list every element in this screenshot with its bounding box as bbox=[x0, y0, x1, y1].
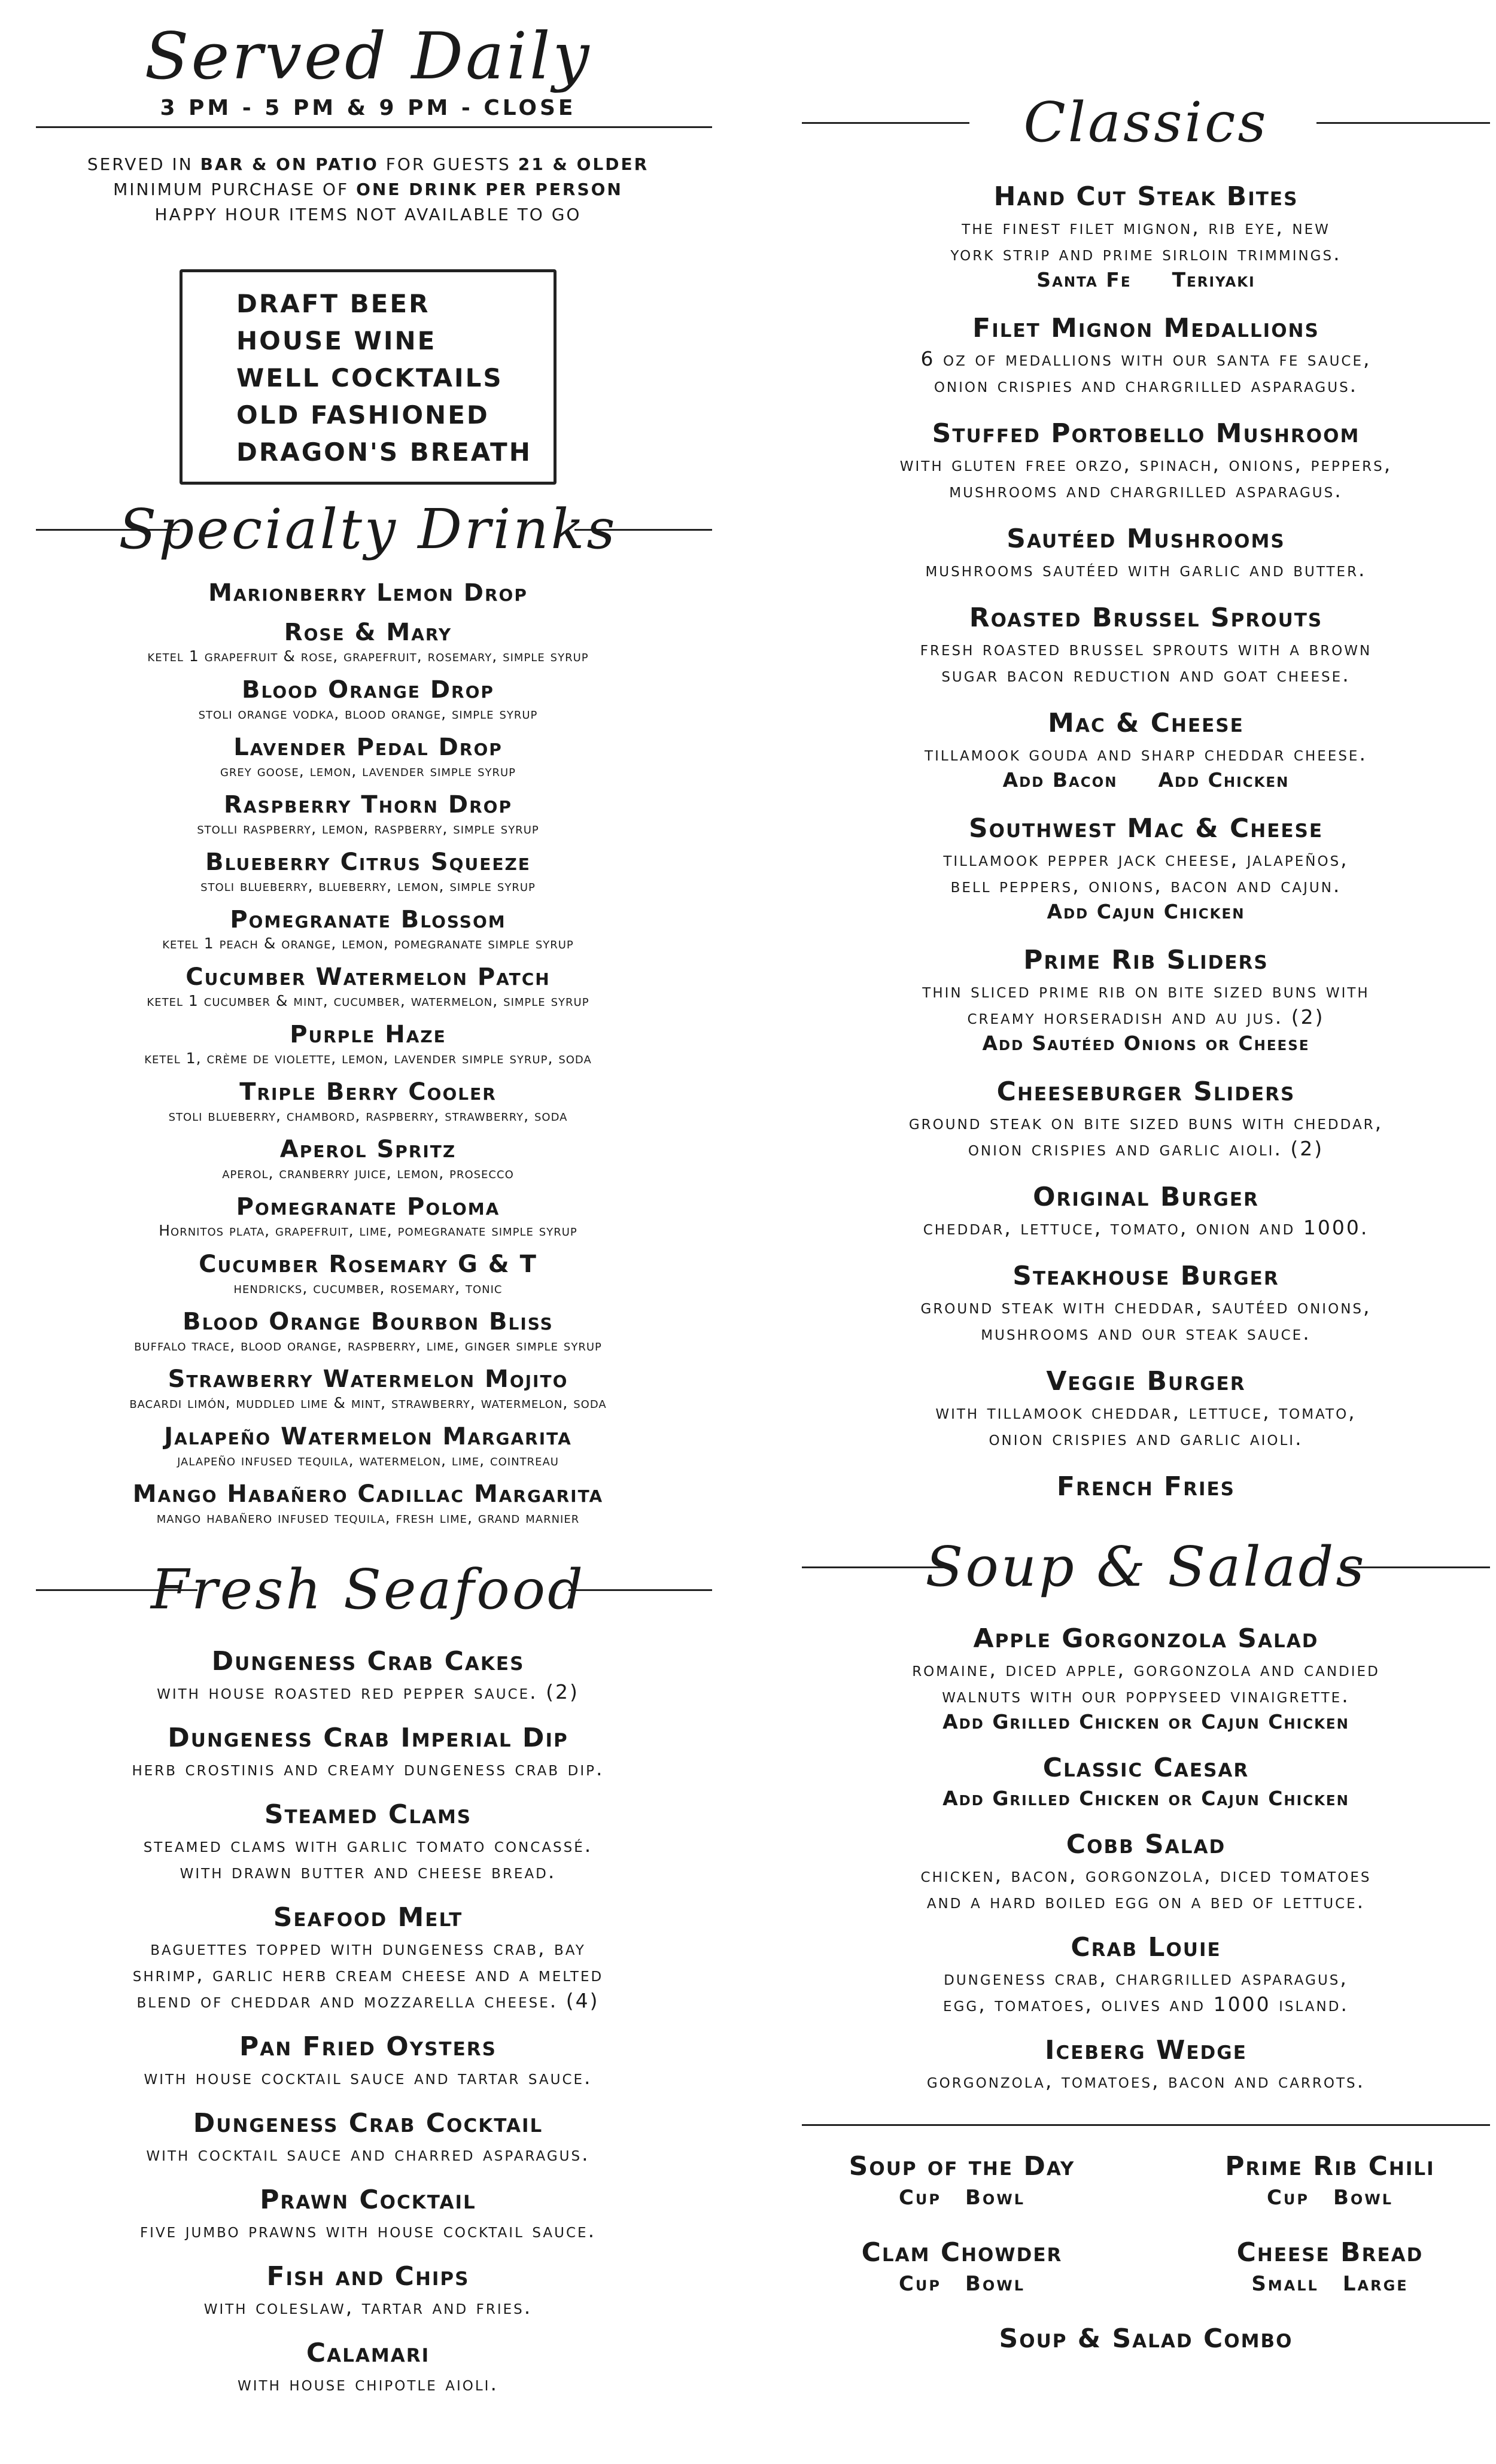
item-name: Sautéed Mushrooms bbox=[1007, 524, 1285, 554]
soups-grid bbox=[778, 2150, 1496, 2298]
item-description: with gluten free orzo, spinach, onions, peppers, bbox=[899, 452, 1392, 476]
item-description: gorgonzola, tomatoes, bacon and carrots. bbox=[926, 2069, 1366, 2092]
item-option: Santa Fe bbox=[1036, 268, 1132, 291]
item-description: sugar bacon reduction and goat cheese. bbox=[941, 663, 1351, 686]
item-name: Crab Louie bbox=[1071, 1932, 1221, 1963]
item-description: tillamook pepper jack cheese, jalapeños, bbox=[943, 847, 1349, 871]
classics-list bbox=[778, 180, 1496, 1504]
drink-description: ketel 1 grapefruit & rose, grapefruit, rosemary, simple syrup bbox=[147, 647, 589, 665]
item-name: Fish and Chips bbox=[266, 2261, 470, 2292]
item-option: Add Grilled Chicken or Cajun Chicken bbox=[942, 1710, 1349, 1733]
soup-size: Bowl bbox=[1333, 2186, 1394, 2210]
soup-size: Small bbox=[1251, 2272, 1319, 2296]
happy-hour-drink: OLD FASHIONED bbox=[236, 400, 489, 430]
divider bbox=[36, 126, 712, 128]
specialty-drink bbox=[0, 790, 736, 838]
specialty-drink bbox=[0, 578, 736, 608]
drink-description: jalapeño infused tequila, watermelon, lime, cointreau bbox=[177, 1452, 559, 1469]
item-description: onion crispies and garlic aioli. (2) bbox=[968, 1137, 1324, 1160]
soup-item bbox=[1146, 2150, 1496, 2212]
soup-size: Cup bbox=[898, 2272, 941, 2296]
menu-item bbox=[0, 1797, 736, 1885]
item-option: Add Sautéed Onions or Cheese bbox=[982, 1032, 1310, 1055]
menu-item bbox=[778, 1364, 1496, 1452]
menu-item bbox=[778, 2033, 1496, 2094]
item-name: Calamari bbox=[306, 2338, 430, 2368]
drink-name: Mango Habañero Cadillac Margarita bbox=[132, 1480, 604, 1508]
item-name: Stuffed Portobello Mushroom bbox=[932, 418, 1360, 449]
menu-item bbox=[778, 1075, 1496, 1162]
specialty-drink bbox=[0, 1249, 736, 1297]
item-description: fresh roasted brussel sprouts with a brown bbox=[920, 637, 1372, 660]
item-name: Classic Caesar bbox=[1042, 1753, 1249, 1783]
menu-item bbox=[778, 1470, 1496, 1504]
item-description: mushrooms and our steak sauce. bbox=[981, 1321, 1311, 1344]
specialty-drink bbox=[0, 1479, 736, 1527]
menu-item bbox=[778, 706, 1496, 793]
item-name: Original Burger bbox=[1033, 1182, 1259, 1212]
soup-size: Cup bbox=[898, 2186, 941, 2210]
drink-name: Cucumber Rosemary G & T bbox=[199, 1251, 537, 1278]
drink-name: Cucumber Watermelon Patch bbox=[186, 963, 551, 991]
happy-hour-notes bbox=[0, 152, 736, 227]
menu-item bbox=[0, 2336, 736, 2397]
menu-item bbox=[0, 2030, 736, 2091]
left-column bbox=[0, 0, 736, 2397]
item-description: blend of cheddar and mozzarella cheese. (4) bbox=[136, 1989, 600, 2012]
drink-name: Jalapeño Watermelon Margarita bbox=[164, 1423, 572, 1450]
item-name: Prime Rib Sliders bbox=[1023, 945, 1269, 975]
item-description: romaine, diced apple, gorgonzola and candied bbox=[912, 1657, 1380, 1681]
drink-name: Lavender Pedal Drop bbox=[233, 734, 503, 761]
specialty-drinks-header bbox=[0, 491, 736, 568]
soup-name: Clam Chowder bbox=[861, 2237, 1063, 2268]
item-options bbox=[778, 267, 1496, 293]
drink-name: Strawberry Watermelon Mojito bbox=[168, 1365, 568, 1393]
item-option: Teriyaki bbox=[1172, 268, 1255, 291]
item-options bbox=[778, 767, 1496, 793]
note-line-1: SERVED IN BAR & ON PATIO FOR GUESTS 21 & OLDER bbox=[87, 154, 649, 174]
item-description: york strip and prime sirloin trimmings. bbox=[950, 242, 1342, 265]
drink-description: stoli blueberry, blueberry, lemon, simple syrup bbox=[200, 877, 536, 895]
item-description: five jumbo prawns with house cocktail sauce. bbox=[139, 2219, 597, 2242]
divider bbox=[802, 2124, 1490, 2126]
menu-item bbox=[0, 1900, 736, 2014]
seafood-list bbox=[0, 1644, 736, 2397]
item-description: egg, tomatoes, olives and 1000 island. bbox=[943, 1993, 1349, 2016]
item-description: 6 oz of medallions with our santa fe sauce, bbox=[920, 347, 1372, 370]
item-description: steamed clams with garlic tomato concassé. bbox=[143, 1833, 593, 1857]
specialty-drink bbox=[0, 962, 736, 1010]
right-column bbox=[778, 0, 1496, 2356]
item-option: Add Grilled Chicken or Cajun Chicken bbox=[942, 1787, 1349, 1810]
item-description: and a hard boiled egg on a bed of lettuce. bbox=[926, 1890, 1366, 1913]
fresh-seafood-title: Fresh Seafood bbox=[150, 1558, 585, 1622]
item-options bbox=[778, 1785, 1496, 1812]
specialty-drink bbox=[0, 1077, 736, 1125]
item-name: Steakhouse Burger bbox=[1012, 1261, 1279, 1291]
happy-hour-drink: HOUSE WINE bbox=[236, 326, 437, 355]
drink-name: Blood Orange Drop bbox=[242, 676, 494, 704]
drink-description: bacardi limón, muddled lime & mint, strawberry, watermelon, soda bbox=[129, 1394, 607, 1412]
item-name: Cheeseburger Sliders bbox=[996, 1076, 1296, 1107]
item-description: with coleslaw, tartar and fries. bbox=[203, 2295, 533, 2319]
item-options bbox=[778, 1030, 1496, 1057]
drink-description: hendricks, cucumber, rosemary, tonic bbox=[233, 1279, 503, 1297]
drink-name: Pomegranate Blossom bbox=[230, 906, 506, 933]
drink-name: Purple Haze bbox=[290, 1021, 446, 1048]
soup-item bbox=[778, 2150, 1146, 2212]
happy-hour-drinks-box bbox=[180, 269, 557, 485]
soup-salad-combo: Soup & Salad Combo bbox=[999, 2323, 1293, 2354]
item-name: Veggie Burger bbox=[1046, 1366, 1246, 1397]
soup-salads-title: Soup & Salads bbox=[925, 1535, 1367, 1599]
item-description: shrimp, garlic herb cream cheese and a melted bbox=[132, 1963, 604, 1986]
item-name: Filet Mignon Medallions bbox=[972, 313, 1319, 343]
soup-size: Bowl bbox=[965, 2186, 1026, 2210]
item-name: Dungeness Crab Cakes bbox=[211, 1646, 525, 1677]
soup-name: Cheese Bread bbox=[1236, 2237, 1424, 2268]
item-description: onion crispies and chargrilled asparagus. bbox=[934, 373, 1358, 397]
soup-item bbox=[1146, 2236, 1496, 2298]
menu-item bbox=[778, 943, 1496, 1057]
menu-item bbox=[778, 1827, 1496, 1915]
item-description: ground steak with cheddar, sautéed onions, bbox=[920, 1295, 1372, 1318]
item-description: with cocktail sauce and charred asparagus. bbox=[146, 2142, 590, 2165]
specialty-drink bbox=[0, 847, 736, 895]
item-name: Dungeness Crab Cocktail bbox=[193, 2108, 543, 2138]
menu-item bbox=[778, 1751, 1496, 1812]
soup-name: Prime Rib Chili bbox=[1225, 2151, 1435, 2182]
item-description: with house chipotle aioli. bbox=[238, 2372, 498, 2395]
drink-description: Hornitos plata, grapefruit, lime, pomegranate simple syrup bbox=[159, 1222, 577, 1239]
item-description: chicken, bacon, gorgonzola, diced tomatoes bbox=[920, 1863, 1372, 1887]
item-name: Roasted Brussel Sprouts bbox=[969, 603, 1323, 633]
item-name: Hand Cut Steak Bites bbox=[993, 181, 1299, 212]
item-description: bell peppers, onions, bacon and cajun. bbox=[950, 874, 1342, 897]
drink-name: Rose & Mary bbox=[284, 619, 452, 646]
menu-item bbox=[778, 1930, 1496, 2018]
happy-hour-drink: WELL COCKTAILS bbox=[236, 363, 503, 393]
item-description: cheddar, lettuce, tomato, onion and 1000. bbox=[923, 1216, 1369, 1239]
menu-item bbox=[0, 1721, 736, 1782]
specialty-drink bbox=[0, 675, 736, 723]
item-options bbox=[778, 1709, 1496, 1735]
drink-name: Raspberry Thorn Drop bbox=[224, 791, 512, 819]
drink-description: grey goose, lemon, lavender simple syrup bbox=[220, 762, 516, 780]
item-name: Apple Gorgonzola Salad bbox=[973, 1623, 1319, 1654]
item-name: Iceberg Wedge bbox=[1045, 2035, 1247, 2065]
menu-item bbox=[778, 522, 1496, 583]
drink-description: ketel 1, crème de violette, lemon, lavender simple syrup, soda bbox=[144, 1050, 592, 1067]
happy-hour-drink: DRAGON'S BREATH bbox=[236, 437, 532, 467]
item-name: Seafood Melt bbox=[273, 1902, 463, 1933]
specialty-drink bbox=[0, 1364, 736, 1412]
specialty-drink bbox=[0, 1307, 736, 1355]
item-description: mushrooms sautéed with garlic and butter. bbox=[925, 558, 1367, 581]
item-description: baguettes topped with dungeness crab, bay bbox=[150, 1936, 586, 1960]
item-name: Dungeness Crab Imperial Dip bbox=[168, 1723, 568, 1753]
salads-list bbox=[778, 1622, 1496, 2094]
menu-item bbox=[778, 311, 1496, 399]
drink-name: Blueberry Citrus Squeeze bbox=[205, 848, 531, 876]
soup-size: Bowl bbox=[965, 2272, 1026, 2296]
happy-hour-times: 3 PM - 5 PM & 9 PM - CLOSE bbox=[160, 96, 576, 120]
soup-sizes bbox=[1146, 2183, 1496, 2212]
menu-item bbox=[778, 1622, 1496, 1735]
item-description: the finest filet mignon, rib eye, new bbox=[962, 215, 1330, 239]
item-description: herb crostinis and creamy dungeness crab dip. bbox=[132, 1757, 604, 1780]
item-description: dungeness crab, chargrilled asparagus, bbox=[944, 1966, 1348, 1990]
item-options bbox=[778, 899, 1496, 925]
item-option: Add Bacon bbox=[1002, 768, 1118, 792]
item-description: thin sliced prime rib on bite sized buns with bbox=[922, 979, 1370, 1002]
item-description: onion crispies and garlic aioli. bbox=[989, 1426, 1303, 1450]
item-description: walnuts with our poppyseed vinaigrette. bbox=[942, 1684, 1350, 1707]
item-description: mushrooms and chargrilled asparagus. bbox=[949, 479, 1343, 502]
soup-sizes bbox=[778, 2183, 1146, 2212]
menu-item bbox=[778, 601, 1496, 688]
item-name: Cobb Salad bbox=[1066, 1829, 1226, 1860]
specialty-drink bbox=[0, 732, 736, 780]
menu-item bbox=[0, 1644, 736, 1705]
specialty-drink bbox=[0, 1020, 736, 1067]
drink-name: Blood Orange Bourbon Bliss bbox=[183, 1308, 554, 1336]
drink-description: mango habañero infused tequila, fresh lime, grand marnier bbox=[156, 1509, 580, 1526]
soup-sizes bbox=[1146, 2270, 1496, 2298]
classics-header bbox=[778, 84, 1496, 162]
menu-item bbox=[0, 2106, 736, 2167]
menu-item bbox=[778, 1259, 1496, 1346]
soup-sizes bbox=[778, 2270, 1146, 2298]
soup-item bbox=[778, 2236, 1146, 2298]
specialty-drink bbox=[0, 1192, 736, 1240]
item-name: Steamed Clams bbox=[264, 1799, 472, 1830]
specialty-drink bbox=[0, 905, 736, 953]
item-option: Add Cajun Chicken bbox=[1047, 900, 1245, 923]
fresh-seafood-header bbox=[0, 1551, 736, 1629]
drink-description: aperol, cranberry juice, lemon, prosecco bbox=[222, 1164, 514, 1182]
item-description: with tillamook cheddar, lettuce, tomato, bbox=[935, 1400, 1357, 1423]
drink-description: stoli blueberry, chambord, raspberry, strawberry, soda bbox=[168, 1107, 568, 1124]
specialty-drink bbox=[0, 1134, 736, 1182]
drink-description: stoli orange vodka, blood orange, simple syrup bbox=[198, 705, 538, 722]
menu-item bbox=[778, 811, 1496, 925]
soup-salads-header bbox=[778, 1528, 1496, 1606]
menu-item bbox=[778, 416, 1496, 504]
drink-description: ketel 1 peach & orange, lemon, pomegranate simple syrup bbox=[162, 935, 574, 952]
menu-item bbox=[778, 1180, 1496, 1241]
drink-name: Pomegranate Poloma bbox=[236, 1193, 500, 1221]
item-description: tillamook gouda and sharp cheddar cheese. bbox=[925, 742, 1367, 765]
drink-name: Triple Berry Cooler bbox=[239, 1078, 497, 1106]
specialty-drinks-list bbox=[0, 578, 736, 1527]
menu-item bbox=[0, 2183, 736, 2244]
drink-description: stolli raspberry, lemon, raspberry, simple syrup bbox=[197, 820, 539, 837]
happy-hour-drink: DRAFT BEER bbox=[236, 289, 430, 318]
drink-description: buffalo trace, blood orange, raspberry, lime, ginger simple syrup bbox=[134, 1337, 602, 1354]
item-name: French Fries bbox=[1056, 1471, 1236, 1502]
drink-name: Aperol Spritz bbox=[279, 1136, 457, 1163]
specialty-drink bbox=[0, 1422, 736, 1470]
drink-name: Marionberry Lemon Drop bbox=[208, 579, 528, 607]
happy-hour-title: Served Daily bbox=[144, 19, 592, 94]
soup-name: Soup of the Day bbox=[849, 2151, 1075, 2182]
note-line-2: MINIMUM PURCHASE OF ONE DRINK PER PERSON bbox=[113, 180, 623, 199]
item-description: ground steak on bite sized buns with cheddar, bbox=[908, 1111, 1384, 1134]
item-name: Southwest Mac & Cheese bbox=[968, 813, 1324, 844]
specialty-drinks-title: Specialty Drinks bbox=[118, 497, 618, 561]
soup-size: Large bbox=[1342, 2272, 1409, 2296]
soup-size: Cup bbox=[1266, 2186, 1309, 2210]
item-name: Pan Fried Oysters bbox=[239, 2031, 497, 2062]
menu-item bbox=[778, 180, 1496, 293]
item-option: Add Chicken bbox=[1158, 768, 1290, 792]
item-name: Mac & Cheese bbox=[1048, 708, 1244, 738]
note-line-3: HAPPY HOUR ITEMS NOT AVAILABLE TO GO bbox=[154, 205, 582, 224]
item-description: creamy horseradish and au jus. (2) bbox=[967, 1005, 1325, 1029]
item-name: Prawn Cocktail bbox=[260, 2185, 476, 2215]
item-description: with house roasted red pepper sauce. (2) bbox=[157, 1680, 579, 1703]
item-description: with drawn butter and cheese bread. bbox=[180, 1860, 557, 1883]
specialty-drink bbox=[0, 617, 736, 665]
drink-description: ketel 1 cucumber & mint, cucumber, watermelon, simple syrup bbox=[147, 992, 589, 1009]
classics-title: Classics bbox=[1023, 90, 1269, 154]
item-description: with house cocktail sauce and tartar sauce. bbox=[144, 2065, 592, 2089]
menu-item bbox=[0, 2259, 736, 2320]
